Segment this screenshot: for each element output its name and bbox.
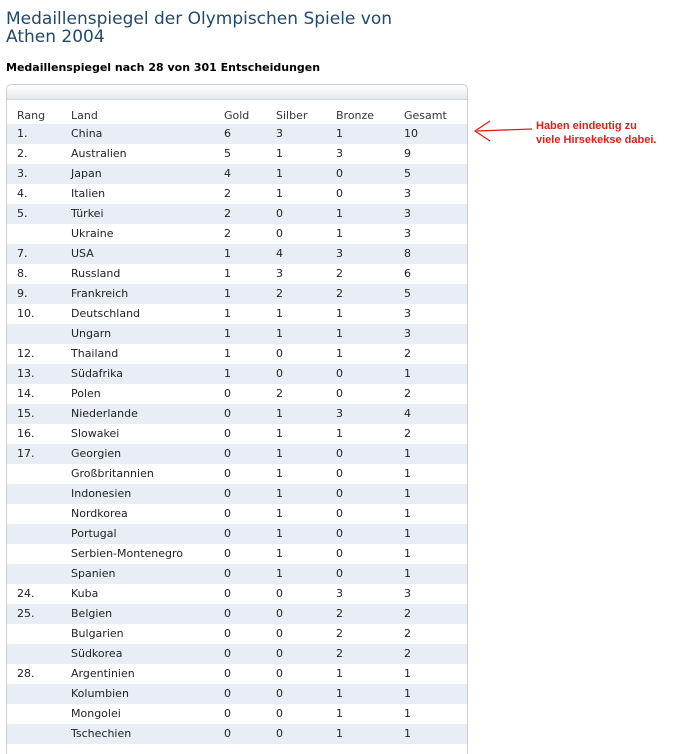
cell-bronze: 0 xyxy=(336,467,343,480)
cell-silber: 2 xyxy=(276,287,283,300)
cell-gold: 0 xyxy=(224,567,231,580)
cell-land: Slowakei xyxy=(71,427,120,440)
table-row xyxy=(7,644,467,664)
table-row xyxy=(7,144,467,164)
cell-gesamt: 2 xyxy=(404,427,411,440)
header-rang: Rang xyxy=(17,109,46,122)
cell-gesamt: 10 xyxy=(404,127,418,140)
cell-land: Spanien xyxy=(71,567,116,580)
cell-bronze: 1 xyxy=(336,347,343,360)
page-title: Medaillenspiegel der Olympischen Spiele von Athen 2004 xyxy=(6,9,393,47)
cell-land: Kolumbien xyxy=(71,687,129,700)
table-row xyxy=(7,564,467,584)
header-bronze: Bronze xyxy=(336,109,375,122)
cell-bronze: 1 xyxy=(336,307,343,320)
table-row xyxy=(7,584,467,604)
header-land: Land xyxy=(71,109,98,122)
table-row xyxy=(7,424,467,444)
cell-gesamt: 1 xyxy=(404,547,411,560)
table-row xyxy=(7,364,467,384)
cell-gold: 2 xyxy=(224,227,231,240)
cell-land: Südkorea xyxy=(71,647,123,660)
cell-silber: 1 xyxy=(276,547,283,560)
cell-gesamt: 1 xyxy=(404,447,411,460)
table-row xyxy=(7,324,467,344)
cell-silber: 1 xyxy=(276,307,283,320)
cell-rang: 2. xyxy=(17,147,28,160)
cell-land: Deutschland xyxy=(71,307,141,320)
table-row xyxy=(7,724,467,744)
cell-bronze: 1 xyxy=(336,667,343,680)
cell-bronze: 1 xyxy=(336,127,343,140)
cell-rang: 17. xyxy=(17,447,35,460)
table-row xyxy=(7,604,467,624)
cell-gesamt: 1 xyxy=(404,527,411,540)
cell-gold: 1 xyxy=(224,267,231,280)
cell-land: Niederlande xyxy=(71,407,138,420)
cell-gesamt: 9 xyxy=(404,147,411,160)
cell-land: Argentinien xyxy=(71,667,135,680)
cell-land: USA xyxy=(71,247,94,260)
cell-bronze: 0 xyxy=(336,447,343,460)
cell-land: Serbien-Montenegro xyxy=(71,547,184,560)
cell-gesamt: 1 xyxy=(404,707,411,720)
table-row xyxy=(7,544,467,564)
cell-bronze: 2 xyxy=(336,287,343,300)
table-row xyxy=(7,304,467,324)
medal-table xyxy=(6,84,468,754)
cell-gesamt: 1 xyxy=(404,467,411,480)
cell-land: Ukraine xyxy=(71,227,114,240)
cell-land: Südafrika xyxy=(71,367,124,380)
cell-silber: 0 xyxy=(276,207,283,220)
cell-gesamt: 1 xyxy=(404,367,411,380)
cell-bronze: 2 xyxy=(336,267,343,280)
cell-gesamt: 3 xyxy=(404,327,411,340)
cell-gold: 1 xyxy=(224,307,231,320)
cell-bronze: 1 xyxy=(336,227,343,240)
table-top-bar xyxy=(7,85,467,100)
cell-gold: 0 xyxy=(224,607,231,620)
cell-silber: 0 xyxy=(276,607,283,620)
cell-gold: 0 xyxy=(224,507,231,520)
cell-gold: 0 xyxy=(224,587,231,600)
cell-gesamt: 6 xyxy=(404,267,411,280)
cell-gold: 0 xyxy=(224,687,231,700)
cell-gold: 0 xyxy=(224,547,231,560)
cell-silber: 0 xyxy=(276,707,283,720)
cell-gold: 0 xyxy=(224,707,231,720)
table-header-row xyxy=(7,106,467,126)
cell-gesamt: 5 xyxy=(404,167,411,180)
table-row xyxy=(7,524,467,544)
annotation-line-2: viele Hirsekekse dabei. xyxy=(536,134,657,146)
cell-gold: 2 xyxy=(224,187,231,200)
cell-silber: 1 xyxy=(276,567,283,580)
table-row xyxy=(7,224,467,244)
cell-bronze: 3 xyxy=(336,407,343,420)
cell-bronze: 1 xyxy=(336,427,343,440)
cell-silber: 1 xyxy=(276,447,283,460)
header-silber: Silber xyxy=(276,109,308,122)
cell-silber: 1 xyxy=(276,467,283,480)
cell-gold: 0 xyxy=(224,427,231,440)
table-row xyxy=(7,624,467,644)
cell-gold: 1 xyxy=(224,367,231,380)
cell-bronze: 0 xyxy=(336,387,343,400)
cell-gold: 5 xyxy=(224,147,231,160)
cell-land: Japan xyxy=(71,167,102,180)
cell-land: Australien xyxy=(71,147,127,160)
cell-land: Nordkorea xyxy=(71,507,128,520)
cell-land: Polen xyxy=(71,387,101,400)
table-row xyxy=(7,384,467,404)
cell-silber: 1 xyxy=(276,527,283,540)
table-row xyxy=(7,484,467,504)
cell-silber: 1 xyxy=(276,147,283,160)
header-gold: Gold xyxy=(224,109,250,122)
cell-land: Großbritannien xyxy=(71,467,154,480)
cell-bronze: 0 xyxy=(336,507,343,520)
cell-land: Georgien xyxy=(71,447,122,460)
cell-silber: 4 xyxy=(276,247,283,260)
cell-gold: 6 xyxy=(224,127,231,140)
cell-bronze: 0 xyxy=(336,367,343,380)
annotation-note xyxy=(536,119,686,147)
table-row xyxy=(7,664,467,684)
cell-gesamt: 3 xyxy=(404,187,411,200)
table-row xyxy=(7,264,467,284)
cell-gesamt: 2 xyxy=(404,607,411,620)
cell-land: Mongolei xyxy=(71,707,121,720)
cell-land: Türkei xyxy=(71,207,104,220)
cell-gold: 0 xyxy=(224,487,231,500)
table-row xyxy=(7,704,467,724)
table-row xyxy=(7,164,467,184)
cell-silber: 1 xyxy=(276,167,283,180)
cell-land: Portugal xyxy=(71,527,117,540)
cell-gold: 0 xyxy=(224,447,231,460)
cell-rang: 10. xyxy=(17,307,35,320)
cell-gold: 1 xyxy=(224,327,231,340)
arrow-left-icon xyxy=(472,118,534,144)
cell-rang: 1. xyxy=(17,127,28,140)
cell-silber: 0 xyxy=(276,647,283,660)
header-gesamt: Gesamt xyxy=(404,109,447,122)
cell-gesamt: 3 xyxy=(404,207,411,220)
cell-bronze: 3 xyxy=(336,587,343,600)
cell-silber: 0 xyxy=(276,227,283,240)
cell-gold: 0 xyxy=(224,407,231,420)
table-row xyxy=(7,344,467,364)
cell-gesamt: 1 xyxy=(404,727,411,740)
cell-bronze: 2 xyxy=(336,607,343,620)
cell-bronze: 2 xyxy=(336,647,343,660)
cell-bronze: 1 xyxy=(336,327,343,340)
cell-land: Thailand xyxy=(71,347,119,360)
cell-land: Bulgarien xyxy=(71,627,124,640)
cell-gold: 4 xyxy=(224,167,231,180)
cell-gold: 0 xyxy=(224,527,231,540)
cell-rang: 3. xyxy=(17,167,28,180)
cell-bronze: 3 xyxy=(336,247,343,260)
cell-silber: 1 xyxy=(276,407,283,420)
cell-gold: 0 xyxy=(224,627,231,640)
cell-rang: 5. xyxy=(17,207,28,220)
cell-rang: 15. xyxy=(17,407,35,420)
cell-silber: 1 xyxy=(276,187,283,200)
cell-gold: 0 xyxy=(224,647,231,660)
cell-silber: 0 xyxy=(276,347,283,360)
cell-gold: 0 xyxy=(224,727,231,740)
cell-silber: 0 xyxy=(276,667,283,680)
cell-rang: 12. xyxy=(17,347,35,360)
cell-rang: 9. xyxy=(17,287,28,300)
cell-gesamt: 2 xyxy=(404,647,411,660)
cell-bronze: 1 xyxy=(336,727,343,740)
cell-gesamt: 4 xyxy=(404,407,411,420)
cell-land: Belgien xyxy=(71,607,113,620)
cell-rang: 7. xyxy=(17,247,28,260)
cell-rang: 25. xyxy=(17,607,35,620)
cell-gesamt: 1 xyxy=(404,667,411,680)
cell-bronze: 0 xyxy=(336,167,343,180)
cell-land: Ungarn xyxy=(71,327,112,340)
cell-silber: 1 xyxy=(276,327,283,340)
cell-gesamt: 1 xyxy=(404,687,411,700)
cell-rang: 16. xyxy=(17,427,35,440)
table-row xyxy=(7,284,467,304)
cell-gesamt: 5 xyxy=(404,287,411,300)
cell-bronze: 0 xyxy=(336,187,343,200)
cell-gold: 0 xyxy=(224,467,231,480)
cell-silber: 0 xyxy=(276,587,283,600)
cell-gesamt: 2 xyxy=(404,627,411,640)
cell-silber: 1 xyxy=(276,487,283,500)
cell-silber: 0 xyxy=(276,687,283,700)
cell-land: Indonesien xyxy=(71,487,132,500)
cell-silber: 1 xyxy=(276,427,283,440)
cell-bronze: 1 xyxy=(336,707,343,720)
cell-silber: 3 xyxy=(276,127,283,140)
cell-bronze: 1 xyxy=(336,687,343,700)
cell-rang: 4. xyxy=(17,187,28,200)
cell-gesamt: 1 xyxy=(404,487,411,500)
table-row xyxy=(7,444,467,464)
cell-rang: 28. xyxy=(17,667,35,680)
cell-silber: 1 xyxy=(276,507,283,520)
cell-bronze: 0 xyxy=(336,487,343,500)
cell-gold: 0 xyxy=(224,387,231,400)
table-row xyxy=(7,204,467,224)
cell-gold: 0 xyxy=(224,667,231,680)
cell-bronze: 0 xyxy=(336,567,343,580)
table-row xyxy=(7,124,467,144)
subtitle: Medaillenspiegel nach 28 von 301 Entscheidungen xyxy=(6,61,321,74)
cell-bronze: 1 xyxy=(336,207,343,220)
cell-gesamt: 2 xyxy=(404,387,411,400)
cell-land: Kuba xyxy=(71,587,99,600)
cell-gesamt: 2 xyxy=(404,347,411,360)
cell-rang: 13. xyxy=(17,367,35,380)
cell-bronze: 3 xyxy=(336,147,343,160)
cell-gold: 1 xyxy=(224,287,231,300)
annotation-line-1: Haben eindeutig zu xyxy=(536,120,637,132)
cell-silber: 3 xyxy=(276,267,283,280)
cell-land: Italien xyxy=(71,187,106,200)
table-row xyxy=(7,464,467,484)
table-row xyxy=(7,504,467,524)
cell-gold: 1 xyxy=(224,247,231,260)
cell-gold: 2 xyxy=(224,207,231,220)
cell-gesamt: 1 xyxy=(404,567,411,580)
cell-rang: 24. xyxy=(17,587,35,600)
cell-gesamt: 3 xyxy=(404,227,411,240)
table-row xyxy=(7,404,467,424)
cell-gesamt: 1 xyxy=(404,507,411,520)
cell-gesamt: 3 xyxy=(404,587,411,600)
cell-land: Tschechien xyxy=(71,727,132,740)
cell-land: Russland xyxy=(71,267,121,280)
cell-gesamt: 3 xyxy=(404,307,411,320)
cell-rang: 14. xyxy=(17,387,35,400)
cell-silber: 0 xyxy=(276,727,283,740)
cell-silber: 0 xyxy=(276,367,283,380)
cell-bronze: 0 xyxy=(336,527,343,540)
cell-silber: 0 xyxy=(276,627,283,640)
table-row xyxy=(7,244,467,264)
cell-land: China xyxy=(71,127,103,140)
cell-land: Frankreich xyxy=(71,287,129,300)
cell-bronze: 2 xyxy=(336,627,343,640)
cell-gold: 1 xyxy=(224,347,231,360)
cell-gesamt: 8 xyxy=(404,247,411,260)
cell-bronze: 0 xyxy=(336,547,343,560)
cell-silber: 2 xyxy=(276,387,283,400)
table-row xyxy=(7,184,467,204)
table-row xyxy=(7,684,467,704)
cell-rang: 8. xyxy=(17,267,28,280)
